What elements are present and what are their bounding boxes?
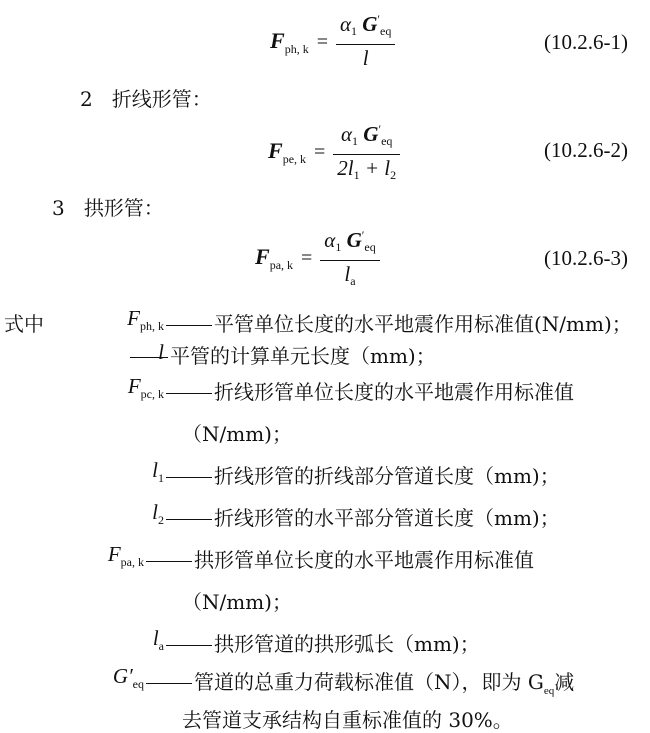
definition-text: 折线形管单位长度的水平地震作用标准值 <box>164 376 574 405</box>
definition-symbol: $G'_{eq}$ <box>112 664 144 691</box>
equation-number: (10.2.6-1) <box>544 30 628 54</box>
formula-lhs: $F_{pe, k}$ <box>268 137 307 166</box>
denominator: $l_a$ <box>344 262 356 288</box>
em-dash <box>166 519 212 520</box>
definition-symbol: $F_{pa, k}$ <box>107 542 144 569</box>
em-dash <box>146 561 192 562</box>
numerator: $\alpha_1$ $G'_{eq}$ <box>324 228 376 254</box>
definition-symbol: $F_{ph, k}$ <box>127 306 164 333</box>
item-heading: 3 拱形管： <box>52 196 164 220</box>
numerator: $\alpha_1$ $G'_{eq}$ <box>341 122 393 148</box>
equals-sign: = <box>301 246 313 269</box>
definition-symbol: $l_2$ <box>152 500 164 527</box>
formula-lhs: $F_{pa, k}$ <box>255 243 294 272</box>
fraction <box>320 222 379 294</box>
formula-10-2-6-3 <box>255 222 380 294</box>
definition-text: 折线形管的水平部分管道长度（mm)； <box>164 502 560 531</box>
definition-continuation: （N/mm)； <box>182 590 292 614</box>
em-dash <box>146 683 192 684</box>
definition-text: 管道的总重力荷载标准值（N），即为 $G_{eq}$减 <box>144 666 574 697</box>
definition-text: 折线形管的折线部分管道长度（mm)； <box>164 460 560 489</box>
where-label: 式中 <box>4 312 44 336</box>
formula-10-2-6-2 <box>268 116 400 188</box>
item-heading: 2 折线形管： <box>80 87 212 111</box>
formula-10-2-6-1 <box>270 6 395 78</box>
definition-symbol: $l_a$ <box>152 626 164 653</box>
equation-number: (10.2.6-3) <box>544 246 628 270</box>
em-dash <box>166 325 212 326</box>
definition-text: 平管的计算单元长度（mm)； <box>128 340 436 369</box>
definition-text: 平管单位长度的水平地震作用标准值(N/mm)； <box>164 308 632 337</box>
definition-text: 拱形管道的拱形弧长（mm)； <box>164 628 480 657</box>
formula-lhs: $F_{ph, k}$ <box>270 27 309 56</box>
em-dash <box>166 477 212 478</box>
em-dash <box>166 393 212 394</box>
definition-symbol: l <box>158 340 164 364</box>
em-dash <box>130 357 168 358</box>
equation-number: (10.2.6-2) <box>544 138 628 162</box>
fraction <box>333 116 400 188</box>
fraction <box>336 6 395 78</box>
equals-sign: = <box>316 30 328 53</box>
equals-sign: = <box>314 140 326 163</box>
definition-continuation: 去管道支承结构自重标准值的 30%。 <box>182 708 513 732</box>
denominator: l <box>362 46 369 70</box>
numerator: $\alpha_1$ $G'_{eq}$ <box>339 12 392 38</box>
denominator: $2l_1 + l_2$ <box>337 156 397 182</box>
em-dash <box>166 645 212 646</box>
definition-continuation: （N/mm)； <box>182 422 292 446</box>
definition-symbol: $F_{pc, k}$ <box>127 374 164 401</box>
definition-symbol: $l_1$ <box>152 458 164 485</box>
definition-text: 拱形管单位长度的水平地震作用标准值 <box>144 544 534 573</box>
